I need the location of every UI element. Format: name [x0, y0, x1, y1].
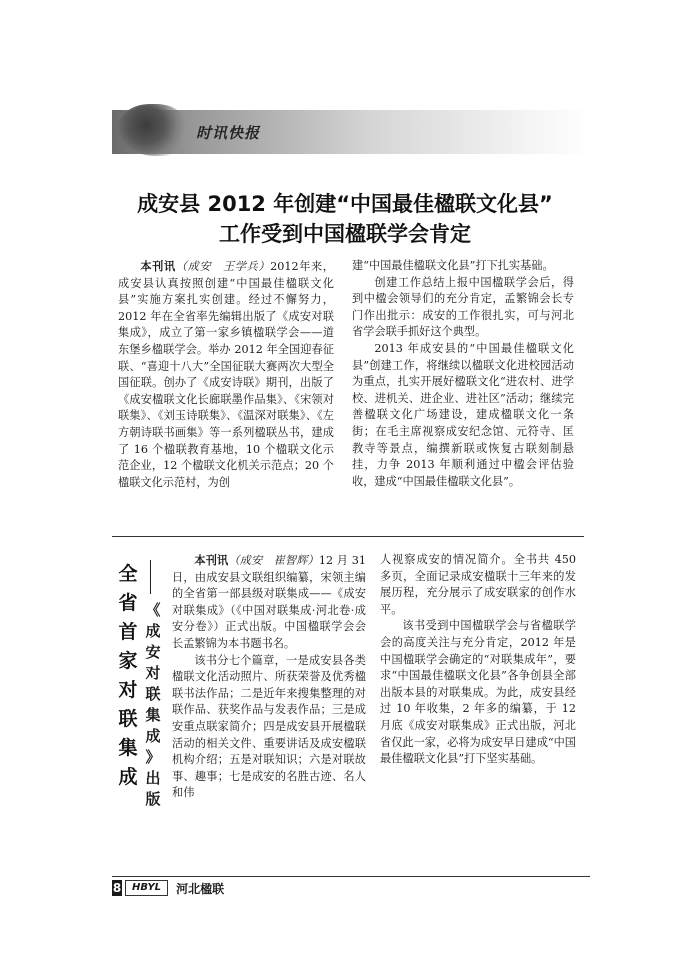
byline-tag: 本刊讯 [194, 553, 229, 567]
vertical-title-char: 对 [118, 679, 138, 701]
article2-vertical-title [112, 560, 144, 792]
vertical-subtitle-char: 出 [145, 769, 161, 787]
section-label: 时讯快报 [196, 124, 261, 142]
vertical-subtitle-char: 集 [145, 706, 161, 724]
article1-paragraph [118, 258, 334, 491]
byline-author: （成安 王学兵） [175, 260, 271, 273]
article2-paragraph: 该书受到中国楹联学会与省楹联学会的高度关注与充分肯定，2012 年是中国楹联学会确定的“对联集成年”，要求“中国最佳楹联文化县”各争创县全部出版本县的对联集成。为此，成安县经过 10 年收集，2 年多的编纂，于 12 月底《成安对联集成》正式出版，河北省仅此一家，必将为成安早日建成“中国最佳楹联文化县”打下坚实基础。 [380, 619, 576, 766]
byline-tag: 本刊讯 [140, 259, 176, 273]
page-footer [112, 878, 224, 898]
vertical-title-char: 联 [118, 708, 138, 730]
footer-rule [112, 876, 590, 877]
vertical-subtitle-char: 》 [145, 748, 161, 766]
article1-title-line2: 工作受到中国楹联学会肯定 [219, 222, 471, 246]
vertical-subtitle-char: 版 [145, 790, 161, 808]
vertical-subtitle-char: 《 [145, 601, 161, 619]
vertical-subtitle-char: 安 [145, 643, 161, 661]
vertical-title-char: 省 [118, 592, 138, 614]
article1-left-column [118, 258, 334, 491]
vertical-subtitle-rule [150, 560, 151, 594]
vertical-subtitle-char: 联 [145, 685, 161, 703]
article1-title-line1: 成安县 2012 年创建“中国最佳楹联文化县” [137, 192, 553, 216]
article2-paragraph [172, 552, 366, 653]
article2-vertical-subtitle [142, 600, 164, 810]
vertical-subtitle-char: 对 [145, 664, 161, 682]
article2-right-column [380, 552, 576, 768]
journal-abbreviation: HBYL [125, 880, 168, 896]
journal-name: 河北楹联 [176, 881, 225, 896]
paragraph-text: 12 月 31 日，由成安县文联组织编纂，宋领主编的全省第一部县级对联集成——《成安对联集成》（《中国对联集成·河北卷·成安分卷》）正式出版。中国楹联学会会长孟繁锦为本书题书名。 [172, 554, 366, 650]
article2-left-column [172, 552, 366, 802]
article2-paragraph: 该书分七个篇章，一是成安县各类楹联文化活动照片、所获荣誉及优秀楹联书法作品；二是近年来搜集整理的对联作品、获奖作品与发表作品；三是成安重点联家简介；四是成安县开展楹联活动的相关文件、重要讲话及成安楹联机构介绍；五是对联知识；六是对联故事、趣事；七是成安的名胜古迹、名人和伟 [172, 653, 366, 800]
paragraph-text: 2012年来，成安县认真按照创建“中国最佳楹联文化县”实施方案扎实创建。经过不懈努力，2012 年在全省率先编辑出版了《成安对联集成》，成立了第一家乡镇楹联学会——道东堡乡楹联学会。举办 2012 年全国迎春征联、“喜迎十八大”全国征联大赛两次大型全国征联。创办了《成安诗联》期刊，出版了《成安楹联文化长廊联墨作品集》、《宋领对联集》、《刘玉诗联集》、《温深对联集》、《左方朝诗联书画集》等一系列楹联丛书，建成了 16 个楹联教育基地，10 个楹联文化示范企业，12 个楹联文化机关示范点；20 个楹联文化示范村，为创 [118, 260, 334, 489]
vertical-title-char: 首 [118, 621, 138, 643]
vertical-title-char: 集 [118, 737, 138, 759]
vertical-title-char: 家 [118, 650, 138, 672]
vertical-title-char: 成 [118, 766, 138, 788]
article2-paragraph: 人视察成安的情况简介。全书共 450 多页，全面记录成安楹联十三年来的发展历程，充分展示了成安联家的创作水平。 [380, 553, 576, 616]
article1-right-column [352, 258, 574, 490]
page-number: 8 [112, 881, 122, 895]
section-divider [112, 536, 584, 537]
article1-paragraph: 建“中国最佳楹联文化县”打下扎实基础。 [352, 259, 554, 272]
article1-paragraph: 2013 年成安县的“中国最佳楹联文化县”创建工作，将继续以楹联文化进校园活动为重点，扎实开展好楹联文化“进农村、进学校、进机关、进企业、进社区”活动；继续完善楹联文化广场建设，建成楹联文化一条街；在毛主席视察成安纪念馆、元符寺、匡教寺等景点，编撰新联或恢复古联刻制悬挂，力争 2013 年顺利通过中楹会评估验收，建成“中国最佳楹联文化县”。 [352, 341, 574, 488]
vertical-title-char: 全 [118, 563, 138, 585]
article1-paragraph: 创建工作总结上报中国楹联学会后，得到中楹会领导们的充分肯定，孟繁锦会长专门作出批示：成安的工作很扎实，可与河北省学会联手抓好这个典型。 [352, 275, 574, 339]
vertical-subtitle-char: 成 [145, 622, 161, 640]
byline-author: （成安 崔智辉） [228, 554, 319, 567]
vertical-subtitle-char: 成 [145, 727, 161, 745]
